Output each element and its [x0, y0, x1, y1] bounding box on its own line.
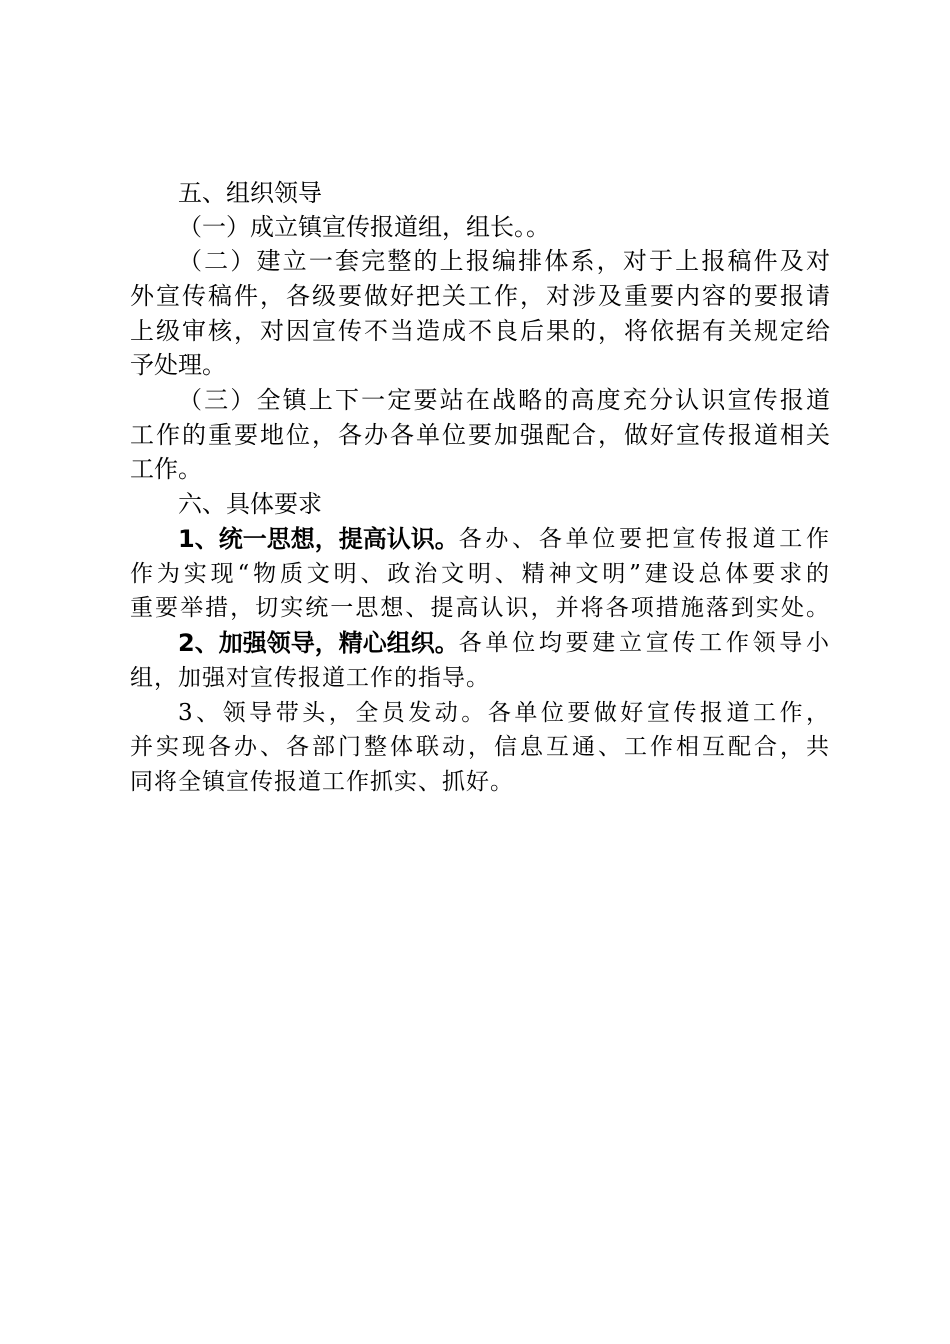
paragraph-item-2-line: 外宣传稿件，各级要做好把关工作，对涉及重要内容的要报请: [130, 282, 830, 310]
requirement-1-line: 作为实现“物质文明、政治文明、精神文明”建设总体要求的: [130, 561, 830, 587]
paragraph-item-2-line: 予处理。: [130, 351, 226, 379]
requirement-1-lead: 1、统一思想，提高认识。: [178, 525, 459, 553]
requirement-3-line: 并实现各办、各部门整体联动，信息互通、工作相互配合，共: [130, 734, 830, 760]
paragraph-item-2-line: 上级审核，对因宣传不当造成不良后果的，将依据有关规定给: [130, 317, 830, 345]
requirement-1-first-line: [178, 522, 830, 556]
requirement-1-line: 重要举措，切实统一思想、提高认识，并将各项措施落到实处。: [130, 595, 830, 621]
paragraph-item-3-line: （三）全镇上下一定要站在战略的高度充分认识宣传报道: [178, 386, 830, 414]
requirement-3-line: 同将全镇宣传报道工作抓实、抓好。: [130, 769, 514, 795]
requirement-2-first-line: [178, 626, 830, 660]
requirement-1-text: 各办、各单位要把宣传报道工作: [458, 526, 830, 552]
paragraph-item-2-line: （二）建立一套完整的上报编排体系，对于上报稿件及对: [178, 247, 830, 275]
requirement-2-line: 组，加强对宣传报道工作的指导。: [130, 665, 490, 691]
paragraph-item-1: （一）成立镇宣传报道组，组长。。: [178, 213, 550, 241]
paragraph-item-3-line: 工作的重要地位，各办各单位要加强配合，做好宣传报道相关: [130, 421, 830, 449]
requirement-3-first-line: 3、领导带头，全员发动。各单位要做好宣传报道工作，: [178, 700, 830, 726]
section-heading-requirements: 六、具体要求: [178, 490, 322, 518]
section-heading-organization: 五、组织领导: [178, 179, 322, 207]
paragraph-item-3-line: 工作。: [130, 455, 202, 483]
requirement-2-lead: 2、加强领导，精心组织。: [178, 629, 459, 657]
requirement-2-text: 各单位均要建立宣传工作领导小: [458, 630, 830, 656]
